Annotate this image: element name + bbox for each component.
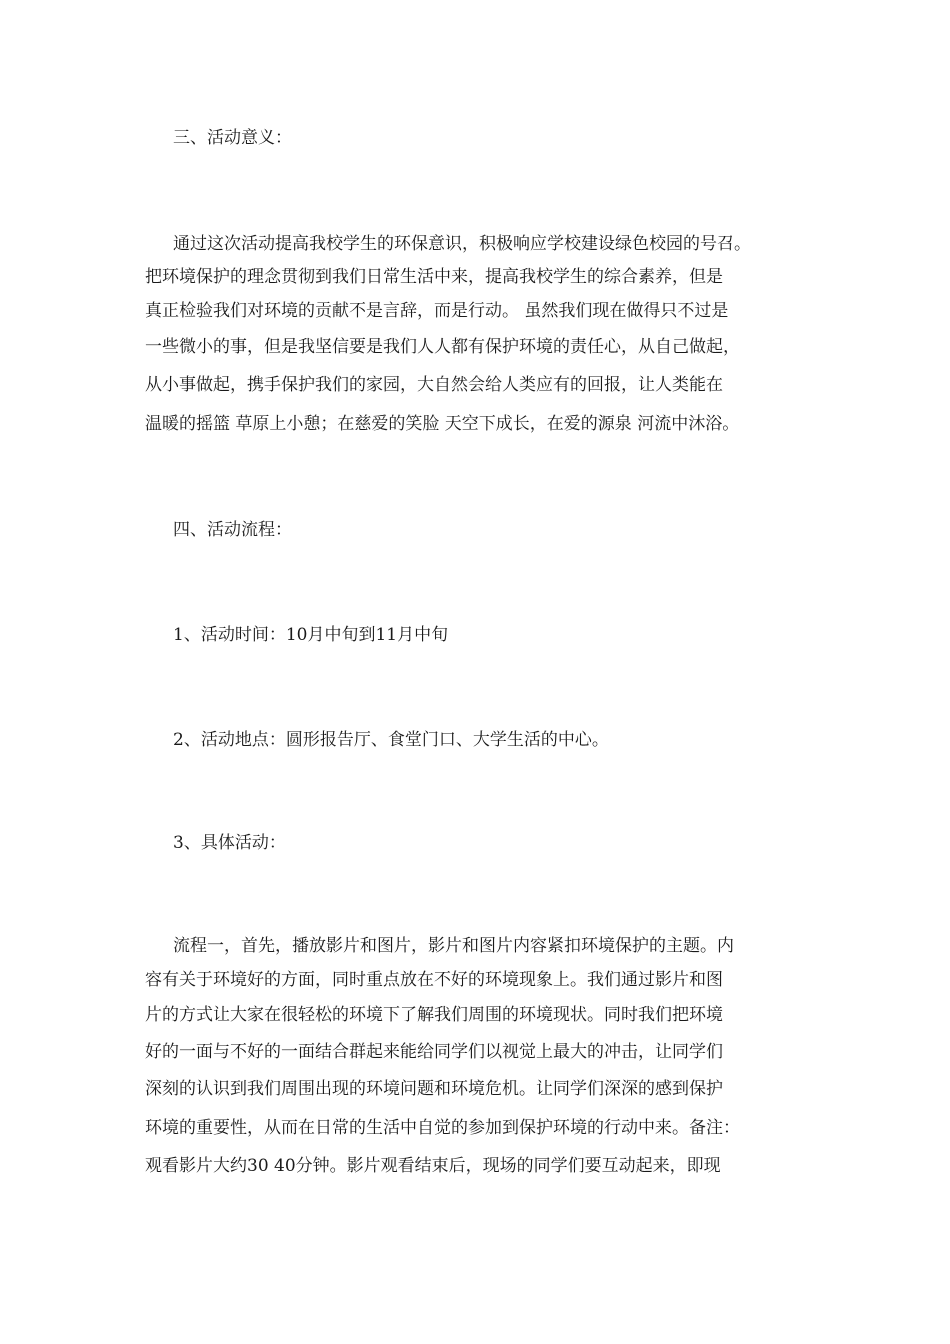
paragraph-line: 观看影片大约30 40分钟。影片观看结束后，现场的同学们要互动起来，即现 bbox=[145, 1156, 721, 1176]
paragraph-line: 通过这次活动提高我校学生的环保意识，积极响应学校建设绿色校园的号召。 bbox=[173, 234, 751, 254]
list-item-location: 2、活动地点：圆形报告厅、食堂门口、大学生活的中心。 bbox=[173, 730, 609, 750]
paragraph-line: 一些微小的事，但是我坚信要是我们人人都有保护环境的责任心，从自己做起， bbox=[145, 337, 740, 357]
paragraph-line: 真正检验我们对环境的贡献不是言辞，而是行动。 虽然我们现在做得只不过是 bbox=[145, 301, 729, 321]
paragraph-line: 环境的重要性，从而在日常的生活中自觉的参加到保护环境的行动中来。备注： bbox=[145, 1118, 740, 1138]
list-item-time: 1、活动时间：10月中旬到11月中旬 bbox=[173, 625, 449, 645]
paragraph-line: 流程一，首先，播放影片和图片，影片和图片内容紧扣环境保护的主题。内 bbox=[173, 936, 734, 956]
paragraph-line: 从小事做起，携手保护我们的家园，大自然会给人类应有的回报，让人类能在 bbox=[145, 375, 723, 395]
paragraph-line: 好的一面与不好的一面结合群起来能给同学们以视觉上最大的冲击，让同学们 bbox=[145, 1042, 723, 1062]
paragraph-line: 片的方式让大家在很轻松的环境下了解我们周围的环境现状。同时我们把环境 bbox=[145, 1005, 723, 1025]
list-item-activities: 3、具体活动： bbox=[173, 833, 286, 853]
paragraph-line: 温暖的摇篮 草原上小憩；在慈爱的笑脸 天空下成长，在爱的源泉 河流中沐浴。 bbox=[145, 414, 740, 434]
paragraph-line: 容有关于环境好的方面，同时重点放在不好的环境现象上。我们通过影片和图 bbox=[145, 970, 723, 990]
paragraph-line: 深刻的认识到我们周围出现的环境问题和环境危机。让同学们深深的感到保护 bbox=[145, 1079, 723, 1099]
paragraph-line: 把环境保护的理念贯彻到我们日常生活中来，提高我校学生的综合素养，但是 bbox=[145, 267, 723, 287]
section-heading-process: 四、活动流程： bbox=[173, 520, 292, 540]
section-heading-significance: 三、活动意义： bbox=[173, 128, 292, 148]
